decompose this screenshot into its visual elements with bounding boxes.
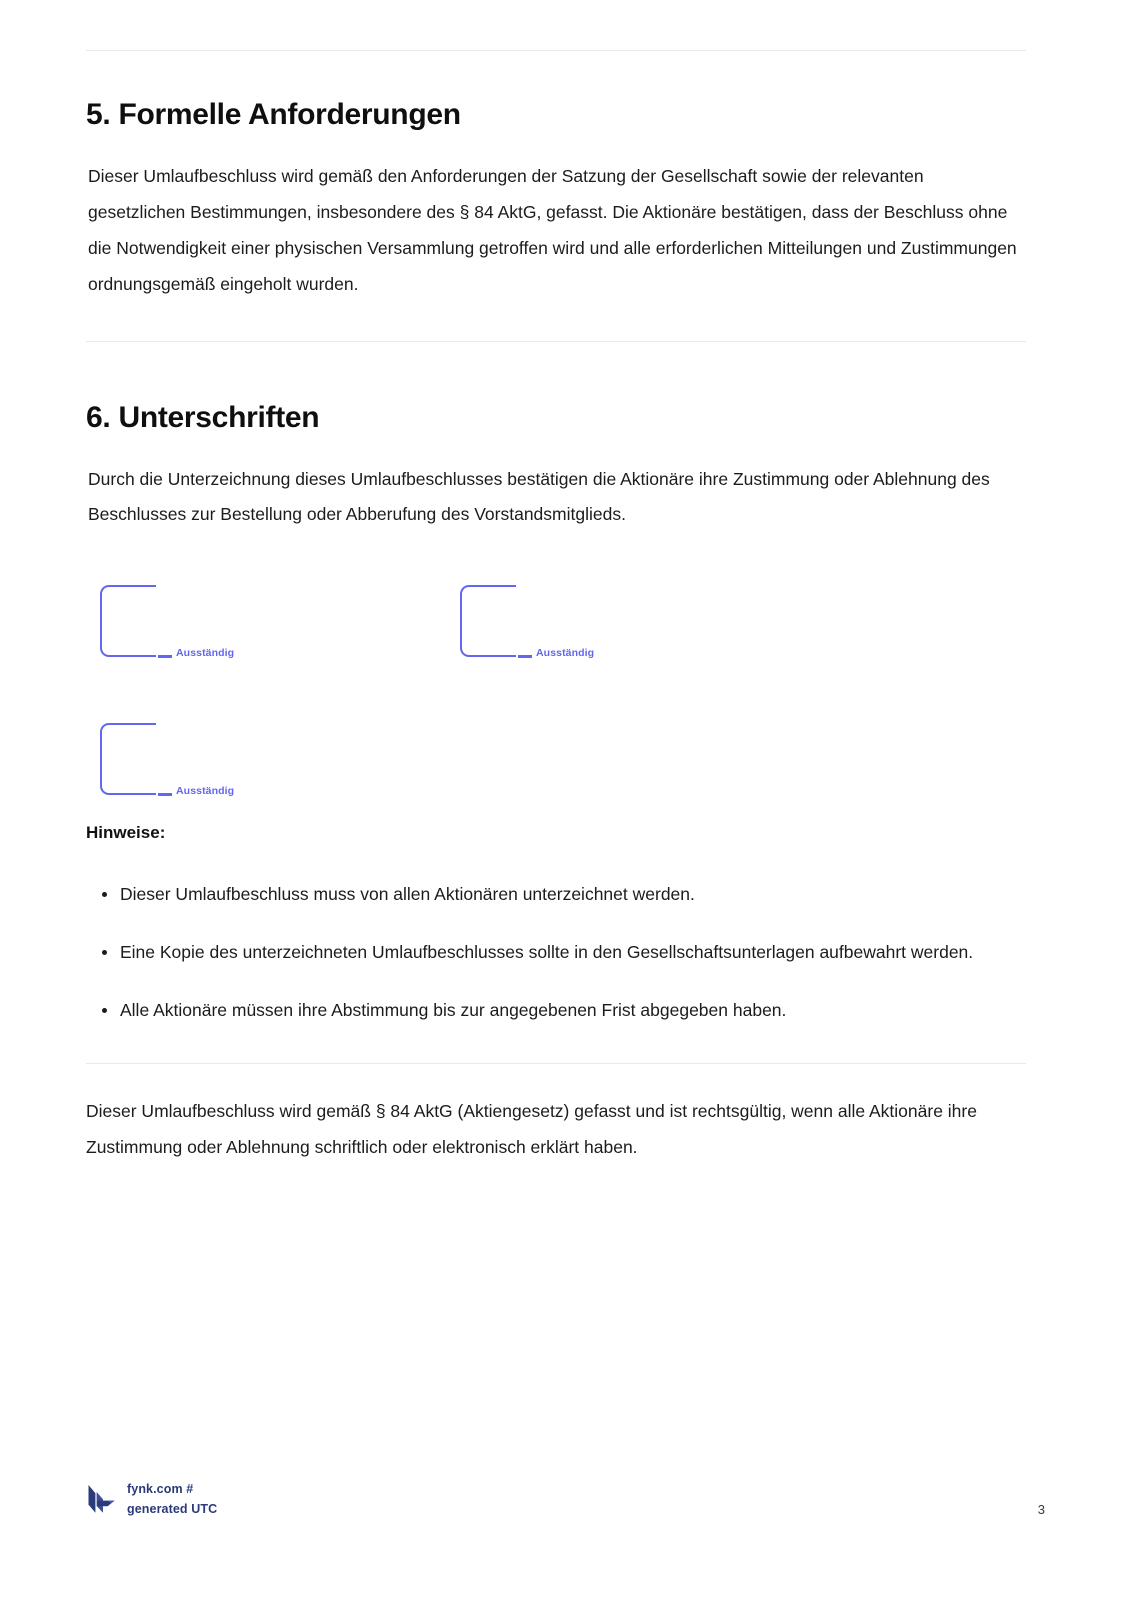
closing-paragraph: Dieser Umlaufbeschluss wird gemäß § 84 AktG (Aktiengesetz) gefasst und ist rechtsgültig, wenn alle Aktionäre ihre Zustimmung oder Ablehnung schriftlich oder elektronisch erklärt haben.: [86, 1100, 977, 1157]
signature-bracket-icon: [100, 723, 156, 795]
footer-line-domain: fynk.com #: [127, 1482, 194, 1496]
notes-title: Hinweise:: [86, 823, 166, 843]
page-number: 3: [1037, 1502, 1045, 1517]
divider-after-section-5: [86, 341, 1026, 342]
section-heading-unterschriften: 6. Unterschriften: [86, 400, 320, 434]
list-item: Eine Kopie des unterzeichneten Umlaufbeschlusses sollte in den Gesellschaftsunterlagen aufbewahrt werden.: [86, 935, 986, 971]
fynk-bird-logo-icon: [86, 1482, 116, 1516]
page-footer: [86, 1480, 1045, 1528]
section-paragraph-unterschriften: Durch die Unterzeichnung dieses Umlaufbeschlusses bestätigen die Aktionäre ihre Zustimmung oder Ablehnung des Beschlusses zur Bestellung oder Abberufung des Vorstandsmitglieds.: [88, 468, 990, 525]
signature-area: [86, 585, 1026, 815]
divider-top: [86, 50, 1026, 51]
signature-slot-3[interactable]: [100, 723, 430, 811]
section-paragraph-formelle-anforderungen: Dieser Umlaufbeschluss wird gemäß den Anforderungen der Satzung der Gesellschaft sowie der relevanten gesetzlichen Bestimmungen, insbesondere des § 84 AktG, gefasst. Die Aktionäre bestätigen, dass der Beschluss ohne die Notwendigkeit einer physischen Versammlung getroffen wird und alle erforderlichen Mitteilungen und Zustimmungen ordnungsgemäß eingeholt wurden.: [88, 166, 1017, 294]
footer-brand: [86, 1480, 217, 1518]
signature-status-1: Ausständig: [176, 647, 235, 660]
page-content: [86, 0, 1026, 1166]
signature-slot-1[interactable]: [100, 585, 430, 673]
signature-bracket-icon: [460, 585, 516, 657]
notes-list: [86, 877, 1026, 1029]
list-item: Alle Aktionäre müssen ihre Abstimmung bis zur angegebenen Frist abgegeben haben.: [86, 993, 986, 1029]
footer-text-lines: [127, 1480, 217, 1518]
notes-block: [86, 823, 1026, 1029]
section-heading-formelle-anforderungen: 5. Formelle Anforderungen: [86, 98, 461, 131]
divider-before-closing: [86, 1063, 1026, 1064]
list-item: Dieser Umlaufbeschluss muss von allen Aktionären unterzeichnet werden.: [86, 877, 986, 913]
signature-slot-2[interactable]: [460, 585, 790, 673]
signature-status-3: Ausständig: [176, 785, 235, 798]
signature-bracket-icon: [100, 585, 156, 657]
footer-line-generated: generated UTC: [127, 1502, 218, 1517]
signature-status-2: Ausständig: [536, 647, 595, 660]
